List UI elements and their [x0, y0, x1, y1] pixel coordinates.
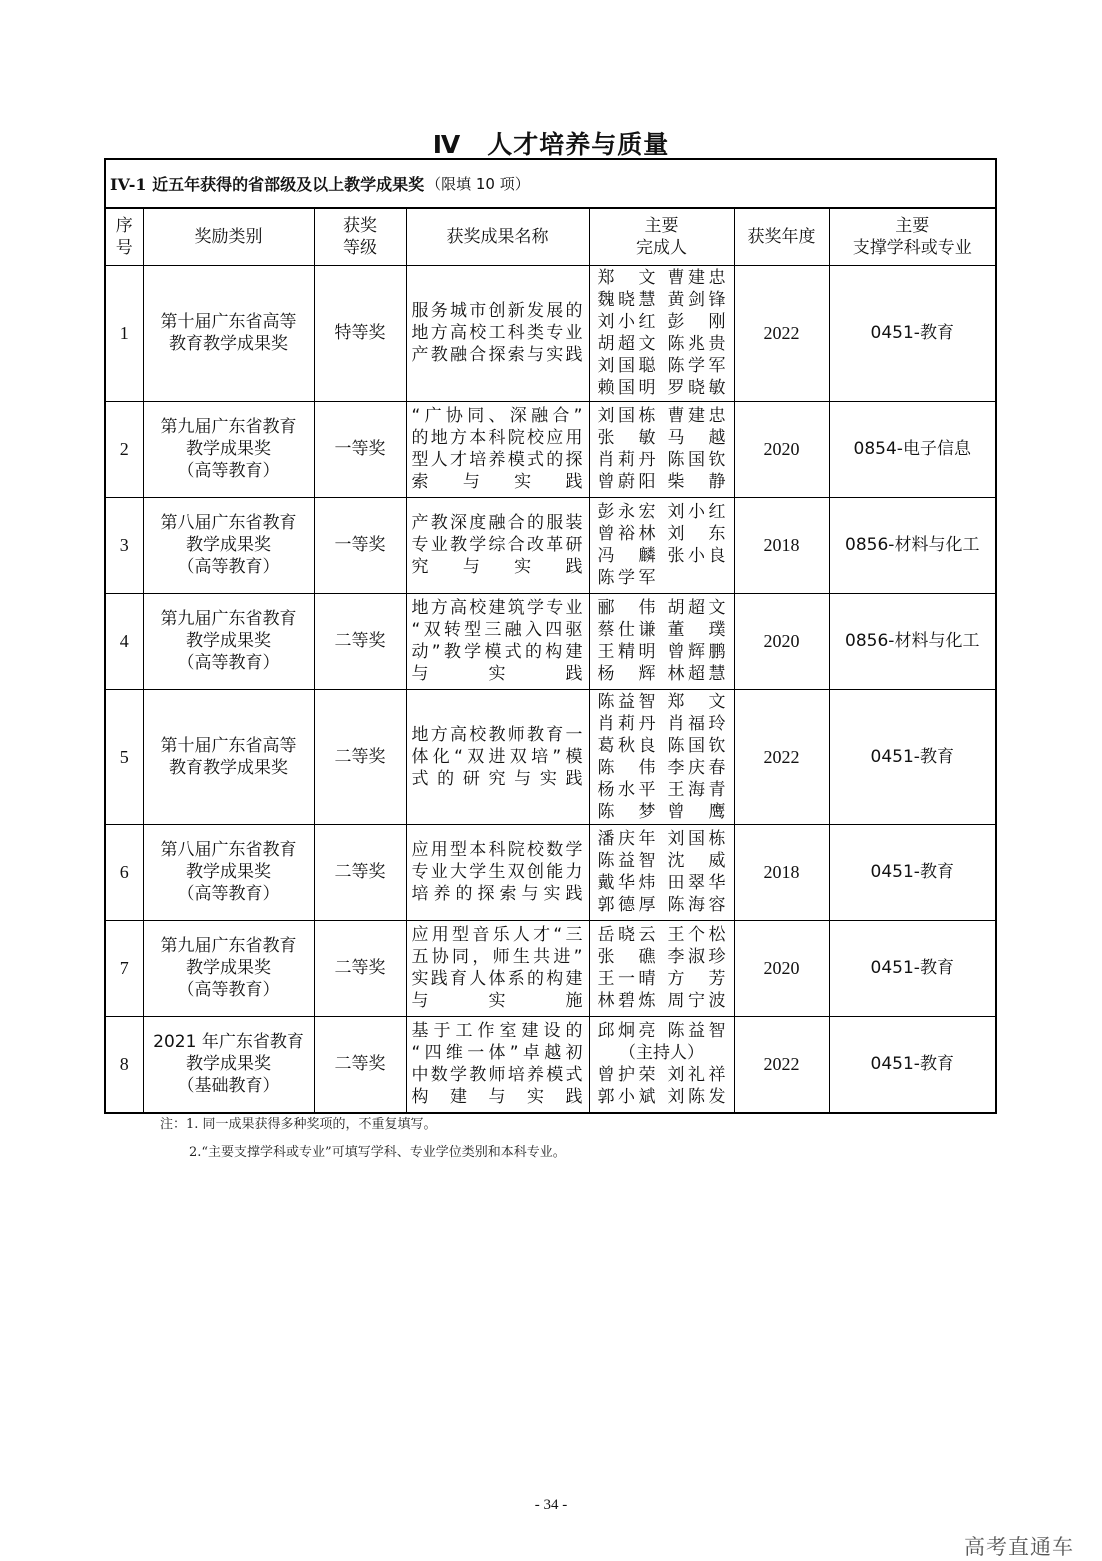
person-name: 刘国聪	[597, 356, 656, 376]
category-line: （基础教育）	[177, 1076, 280, 1097]
row-discipline: 0451-教育	[829, 920, 995, 1016]
achievement-name-line: 体化“双进双培”模	[411, 746, 584, 767]
people-line	[598, 828, 726, 850]
row-people	[589, 265, 734, 401]
people-line	[598, 801, 726, 823]
row-discipline: 0451-教育	[829, 689, 995, 824]
people-line	[598, 691, 726, 713]
row-category	[143, 401, 314, 497]
person-name: 陈益智	[667, 1021, 726, 1042]
row-no: 2	[106, 401, 143, 497]
row-no: 1	[106, 265, 143, 401]
person-name: 杨辉	[597, 664, 656, 684]
row-achievement-name	[406, 824, 589, 920]
people-line	[598, 872, 726, 894]
people-line	[598, 267, 726, 289]
category-line: 第八届广东省教育	[160, 513, 297, 533]
row-people	[589, 497, 734, 593]
row-no: 7	[106, 920, 143, 1016]
person-name: 潘庆年	[597, 829, 656, 849]
header-people	[589, 209, 734, 265]
award-table-body	[106, 265, 995, 1112]
header-discipline-line: 主要	[895, 215, 930, 236]
note-1: 注：1. 同一成果获得多种奖项的，不重复填写。	[160, 1117, 437, 1132]
category-line: 第十届广东省高等	[160, 735, 297, 756]
row-year: 2020	[734, 401, 829, 497]
person-name: 陈学军	[667, 356, 726, 376]
header-people-line: 完成人	[636, 237, 687, 258]
person-name: 邱炯亮	[597, 1021, 656, 1042]
person-name: 冯麟	[597, 546, 656, 566]
person-name: 曾蔚阳	[597, 472, 656, 492]
section-heading	[106, 160, 995, 209]
achievement-name-line: 构建与实践	[411, 1087, 584, 1108]
person-name: 沈威	[667, 851, 726, 871]
achievement-name-line: “广协同、深融合”	[411, 406, 584, 426]
person-name: 张小良	[667, 546, 726, 566]
header-grade-line: 获奖	[343, 215, 377, 236]
people-line	[598, 946, 726, 968]
person-name: 杨水平	[597, 779, 656, 800]
person-name: 陈伟	[597, 757, 656, 778]
row-discipline: 0854-电子信息	[829, 401, 995, 497]
row-year: 2022	[734, 1016, 829, 1112]
table-row	[106, 689, 995, 824]
person-name: 肖莉丹	[597, 450, 656, 470]
row-discipline: 0856-材料与化工	[829, 593, 995, 689]
achievement-name-line: 究与实践	[411, 557, 584, 577]
person-name: 刘国栋	[597, 406, 656, 426]
achievement-name-line: 与实施	[411, 991, 584, 1011]
category-line: 第九届广东省教育	[160, 417, 297, 437]
people-line	[598, 663, 726, 685]
section-title: IV-1 近五年获得的省部级及以上教学成果奖	[110, 175, 425, 194]
note-2: 2.“主要支撑学科或专业”可填写学科、专业学位类别和本科专业。	[189, 1145, 566, 1160]
row-no: 3	[106, 497, 143, 593]
people-line	[598, 968, 726, 990]
row-category	[143, 497, 314, 593]
person-name: 陈益智	[597, 851, 656, 871]
person-name: 曾裕林	[597, 524, 656, 544]
category-line: （高等教育）	[177, 653, 280, 673]
people-line	[598, 1086, 726, 1108]
person-name: 刘东	[667, 524, 726, 544]
row-no: 4	[106, 593, 143, 689]
people-line	[598, 1042, 726, 1064]
person-name: 王精明	[597, 642, 656, 662]
row-achievement-name	[406, 401, 589, 497]
category-line: 教学成果奖	[186, 535, 271, 555]
category-line: 第八届广东省教育	[160, 840, 297, 860]
achievement-name-line: 型人才培养模式的探	[411, 450, 584, 470]
people-line	[598, 1064, 726, 1086]
person-name: 岳晓云	[597, 925, 656, 945]
header-grade-line: 等级	[343, 237, 377, 258]
person-name: 刘陈发	[667, 1087, 726, 1108]
people-line	[598, 1020, 726, 1042]
people-line	[598, 289, 726, 311]
people-line	[598, 405, 726, 427]
row-achievement-name	[406, 593, 589, 689]
person-name: 蔡仕谦	[597, 620, 656, 640]
category-line: （高等教育）	[177, 980, 280, 1000]
people-line	[598, 641, 726, 663]
people-line	[598, 735, 726, 757]
achievement-name-line: 式的研究与实践	[411, 768, 584, 789]
achievement-name-line: 应用型本科院校数学	[411, 840, 584, 860]
header-name: 获奖成果名称	[406, 209, 589, 265]
page-number: - 34 -	[534, 1497, 568, 1513]
person-name: 赖国明	[597, 378, 656, 398]
people-line	[598, 757, 726, 779]
category-line: 教育教学成果奖	[169, 334, 288, 354]
row-people	[589, 689, 734, 824]
person-name: 彭刚	[667, 312, 726, 332]
row-discipline: 0451-教育	[829, 824, 995, 920]
header-no-line: 序	[115, 215, 133, 236]
row-discipline: 0451-教育	[829, 265, 995, 401]
achievement-name-line: 培养的探索与实践	[411, 884, 584, 904]
row-grade: 二等奖	[314, 593, 406, 689]
header-people-line: 主要	[644, 215, 679, 236]
row-grade: 二等奖	[314, 1016, 406, 1112]
row-no: 6	[106, 824, 143, 920]
person-name: 王海青	[667, 779, 726, 800]
person-name: 李淑珍	[667, 947, 726, 967]
row-category	[143, 593, 314, 689]
category-line: 第九届广东省教育	[160, 936, 297, 956]
person-name: 郭小斌	[597, 1087, 656, 1108]
person-name: 曾鹰	[667, 801, 726, 822]
achievement-name-line: 专业大学生双创能力	[411, 862, 584, 882]
person-name: 曾护荣	[597, 1065, 656, 1086]
person-name: 刘小红	[667, 502, 726, 522]
person-name: 董璞	[667, 620, 726, 640]
achievement-name-line: 动”教学模式的构建	[411, 642, 584, 662]
people-line	[598, 597, 726, 619]
person-name: 陈国钦	[667, 735, 726, 756]
people-line	[598, 894, 726, 916]
person-name: 陈国钦	[667, 450, 726, 470]
achievement-award-table-frame	[104, 158, 997, 1114]
category-line: 教学成果奖	[186, 958, 271, 978]
row-year: 2020	[734, 593, 829, 689]
row-achievement-name	[406, 497, 589, 593]
row-grade: 特等奖	[314, 265, 406, 401]
person-name: 陈兆贵	[667, 334, 726, 354]
table-row	[106, 265, 995, 401]
people-line	[598, 501, 726, 523]
person-name: 郦伟	[597, 598, 656, 618]
person-name: 曹建忠	[667, 406, 726, 426]
achievement-name-line: 产教深度融合的服装	[411, 513, 584, 533]
table-row	[106, 1016, 995, 1112]
person-name: 肖福玲	[667, 713, 726, 734]
row-grade: 二等奖	[314, 824, 406, 920]
people-line	[598, 779, 726, 801]
achievement-name-line: 中数学教师培养模式	[411, 1065, 584, 1086]
person-name: 林超慧	[667, 664, 726, 684]
people-line	[598, 990, 726, 1012]
table-row	[106, 593, 995, 689]
category-line: 教学成果奖	[186, 439, 271, 459]
table-header-row	[106, 209, 995, 265]
header-discipline	[829, 209, 995, 265]
award-table	[106, 209, 995, 1112]
achievement-name-line: 产教融合探索与实践	[411, 345, 584, 365]
people-line	[598, 333, 726, 355]
person-name: 陈梦	[597, 801, 656, 822]
category-line: （高等教育）	[177, 557, 280, 577]
person-name: 葛秋良	[597, 735, 656, 756]
achievement-name-line: 地方高校教师教育一	[411, 724, 584, 745]
row-people	[589, 401, 734, 497]
people-line	[598, 523, 726, 545]
row-people	[589, 920, 734, 1016]
category-line: 教学成果奖	[186, 862, 271, 882]
person-name: 张敏	[597, 428, 656, 448]
person-name: 刘礼祥	[667, 1065, 726, 1086]
person-name: 魏晓慧	[597, 290, 656, 310]
people-line	[598, 427, 726, 449]
category-line: （高等教育）	[177, 461, 280, 481]
person-name: 王个松	[667, 925, 726, 945]
row-category	[143, 1016, 314, 1112]
page-title: Ⅳ 人才培养与质量	[432, 130, 670, 159]
table-row	[106, 497, 995, 593]
achievement-name-line: 实践育人体系的构建	[411, 969, 584, 989]
person-name: 郑文	[667, 691, 726, 712]
achievement-name-line: “双转型三融入四驱	[411, 620, 584, 640]
row-achievement-name	[406, 689, 589, 824]
achievement-name-line: 应用型音乐人才“三	[411, 925, 584, 945]
category-line: 教学成果奖	[186, 631, 271, 651]
row-year: 2020	[734, 920, 829, 1016]
people-line	[598, 850, 726, 872]
row-no: 5	[106, 689, 143, 824]
header-year: 获奖年度	[734, 209, 829, 265]
person-name: 戴华炜	[597, 873, 656, 893]
row-people	[589, 593, 734, 689]
row-achievement-name	[406, 920, 589, 1016]
row-year: 2022	[734, 689, 829, 824]
person-name: 彭永宏	[597, 502, 656, 522]
person-name: 曾辉鹏	[667, 642, 726, 662]
table-row	[106, 824, 995, 920]
row-year: 2018	[734, 824, 829, 920]
people-line	[598, 713, 726, 735]
person-name: （主持人）	[619, 1043, 704, 1064]
row-grade: 二等奖	[314, 689, 406, 824]
person-name: 刘国栋	[667, 829, 726, 849]
achievement-name-line: 基于工作室建设的	[411, 1021, 584, 1042]
category-line: 第九届广东省教育	[160, 609, 297, 629]
person-name: 柴静	[667, 472, 726, 492]
person-name: 田翠华	[667, 873, 726, 893]
people-line	[598, 311, 726, 333]
people-line	[598, 449, 726, 471]
people-line	[598, 377, 726, 399]
header-grade	[314, 209, 406, 265]
category-line: （高等教育）	[177, 884, 280, 904]
person-name: 陈学军	[597, 568, 656, 588]
section-limit: （限填 10 项）	[426, 175, 530, 193]
people-line	[598, 355, 726, 377]
achievement-name-line: 地方高校建筑学专业	[411, 598, 584, 618]
person-name: 罗晓敏	[667, 378, 726, 398]
row-people	[589, 824, 734, 920]
header-discipline-line: 支撑学科或专业	[852, 237, 972, 258]
achievement-name-line: “四维一体”卓越初	[411, 1043, 584, 1064]
achievement-name-line: 专业教学综合改革研	[411, 535, 584, 555]
row-achievement-name	[406, 1016, 589, 1112]
achievement-name-line: 索与实践	[411, 472, 584, 492]
watermark: 高考直通车	[964, 1535, 1074, 1559]
person-name: 方芳	[667, 969, 726, 989]
person-name: 林碧炼	[597, 991, 656, 1011]
row-discipline: 0451-教育	[829, 1016, 995, 1112]
achievement-name-line: 服务城市创新发展的	[411, 301, 584, 321]
row-discipline: 0856-材料与化工	[829, 497, 995, 593]
category-line: 教学成果奖	[186, 1054, 271, 1075]
people-line	[598, 567, 726, 589]
row-achievement-name	[406, 265, 589, 401]
row-grade: 一等奖	[314, 497, 406, 593]
row-category	[143, 265, 314, 401]
person-name: 陈益智	[597, 691, 656, 712]
row-category	[143, 689, 314, 824]
row-year: 2018	[734, 497, 829, 593]
row-category	[143, 920, 314, 1016]
row-grade: 二等奖	[314, 920, 406, 1016]
person-name: 马越	[667, 428, 726, 448]
person-name: 胡超文	[667, 598, 726, 618]
achievement-name-line: 的地方本科院校应用	[411, 428, 584, 448]
person-name: 肖莉丹	[597, 713, 656, 734]
people-line	[598, 924, 726, 946]
table-row	[106, 920, 995, 1016]
person-name: 陈海容	[667, 895, 726, 915]
person-name: 张礁	[597, 947, 656, 967]
header-no	[106, 209, 143, 265]
person-name: 黄剑锋	[667, 290, 726, 310]
category-line: 2021 年广东省教育	[153, 1032, 304, 1053]
person-name: 郑文	[597, 268, 656, 288]
category-line: 教育教学成果奖	[169, 757, 288, 778]
row-no: 8	[106, 1016, 143, 1112]
table-row	[106, 401, 995, 497]
row-year: 2022	[734, 265, 829, 401]
person-name: 刘小红	[597, 312, 656, 332]
people-line	[598, 619, 726, 641]
person-name: 周宁波	[667, 991, 726, 1011]
row-grade: 一等奖	[314, 401, 406, 497]
person-name: 胡超文	[597, 334, 656, 354]
people-line	[598, 471, 726, 493]
person-name: 郭德厚	[597, 895, 656, 915]
people-line	[598, 545, 726, 567]
person-name: 曹建忠	[667, 268, 726, 288]
row-people	[589, 1016, 734, 1112]
achievement-name-line: 五协同，师生共进”	[411, 947, 584, 967]
row-category	[143, 824, 314, 920]
header-category: 奖励类别	[143, 209, 314, 265]
header-no-line: 号	[115, 237, 133, 258]
person-name: 李庆春	[667, 757, 726, 778]
achievement-name-line: 地方高校工科类专业	[411, 323, 584, 343]
achievement-name-line: 与实践	[411, 664, 584, 684]
category-line: 第十届广东省高等	[160, 312, 297, 332]
person-name: 王一晴	[597, 969, 656, 989]
